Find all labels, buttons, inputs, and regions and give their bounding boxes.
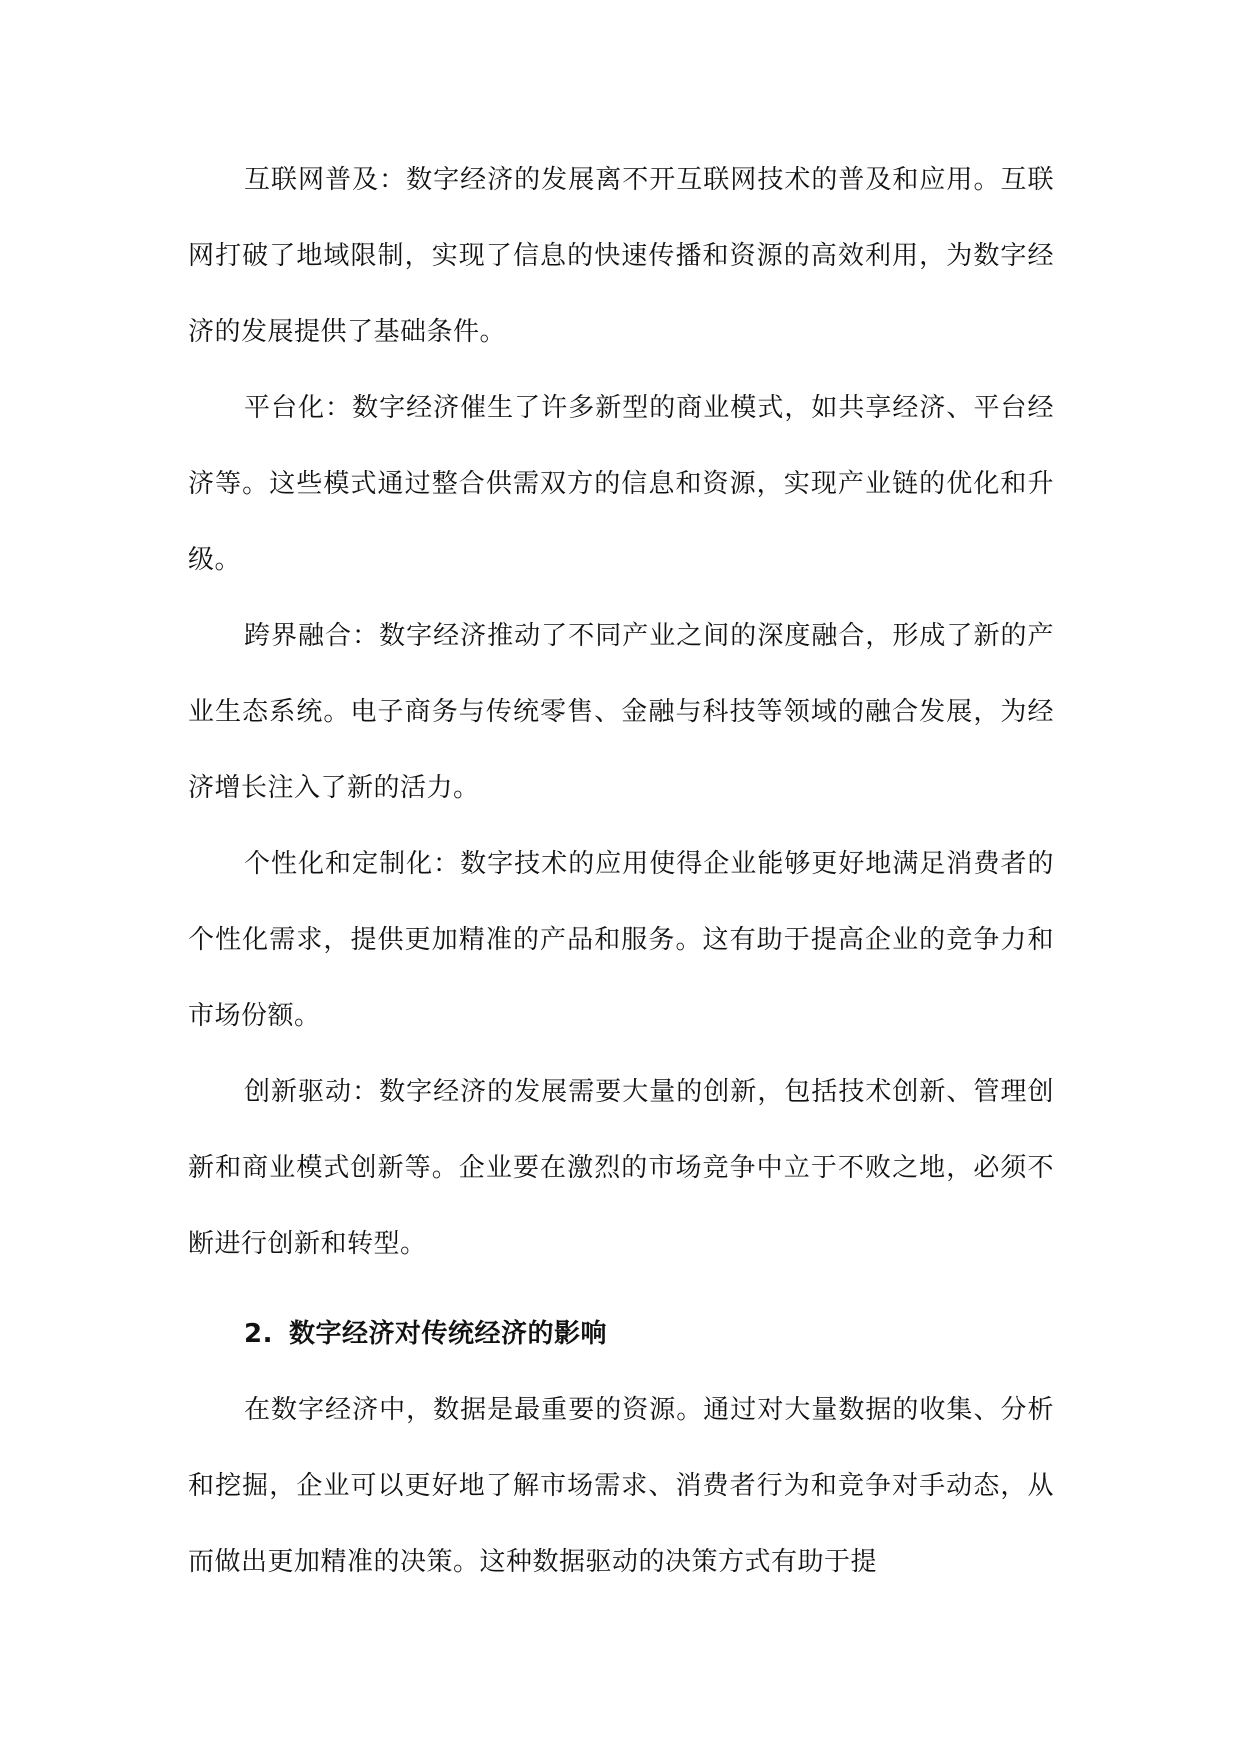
paragraph-cross-border-integration: 跨界融合：数字经济推动了不同产业之间的深度融合，形成了新的产业生态系统。电子商务与传统零售、金融与科技等领域的融合发展，为经济增长注入了新的活力。	[188, 621, 1054, 803]
paragraph-internet-popularization: 互联网普及：数字经济的发展离不开互联网技术的普及和应用。互联网打破了地域限制，实现了信息的快速传播和资源的高效利用，为数字经济的发展提供了基础条件。	[188, 165, 1054, 347]
paragraph-platformization: 平台化：数字经济催生了许多新型的商业模式，如共享经济、平台经济等。这些模式通过整合供需双方的信息和资源，实现产业链的优化和升级。	[188, 393, 1054, 575]
section-number: 2.	[244, 1319, 273, 1349]
section-heading	[188, 1296, 1054, 1372]
section-spacer	[188, 1282, 1054, 1296]
section-title: 数字经济对传统经济的影响	[288, 1319, 607, 1349]
paragraph-data-resource: 在数字经济中，数据是最重要的资源。通过对大量数据的收集、分析和挖掘，企业可以更好地了解市场需求、消费者行为和竞争对手动态，从而做出更加精准的决策。这种数据驱动的决策方式有助于提	[188, 1395, 1054, 1577]
document-body	[188, 142, 1054, 1600]
paragraph-innovation-driven: 创新驱动：数字经济的发展需要大量的创新，包括技术创新、管理创新和商业模式创新等。企业要在激烈的市场竞争中立于不败之地，必须不断进行创新和转型。	[188, 1077, 1054, 1259]
paragraph-personalization: 个性化和定制化：数字技术的应用使得企业能够更好地满足消费者的个性化需求，提供更加精准的产品和服务。这有助于提高企业的竞争力和市场份额。	[188, 849, 1054, 1031]
